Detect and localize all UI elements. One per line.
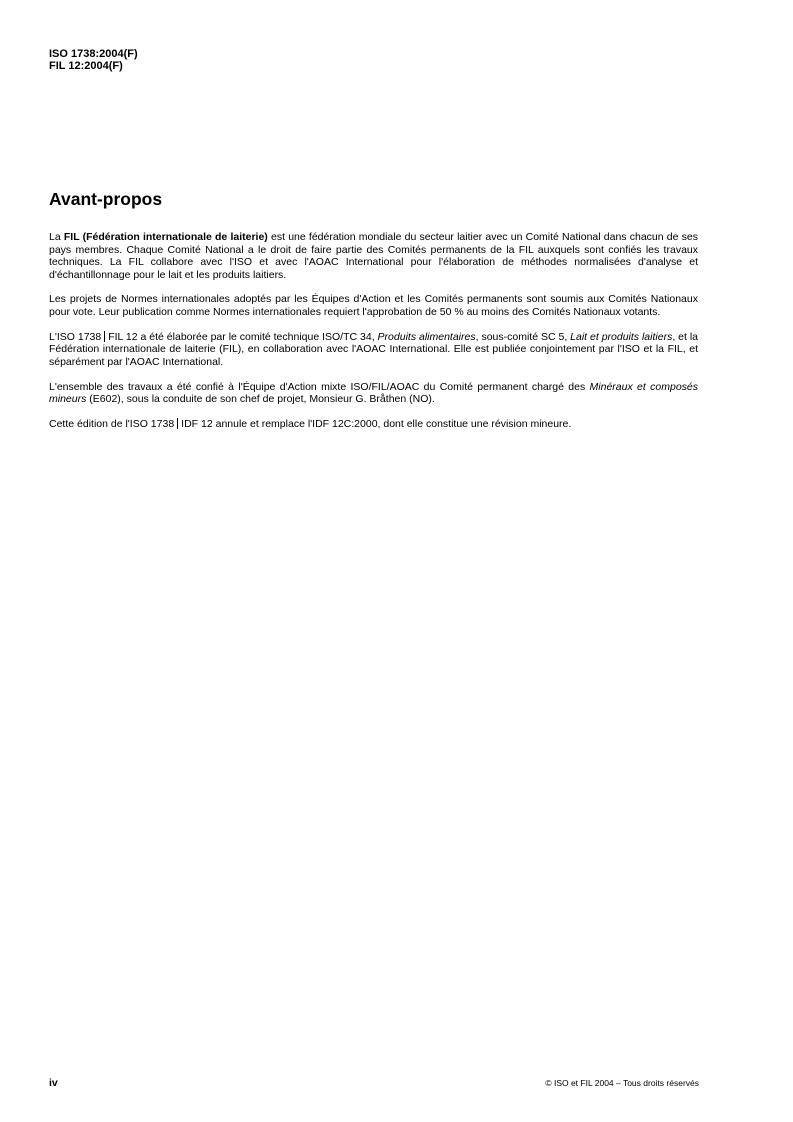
subcommittee-name-italic: Lait et produits laitiers: [570, 330, 673, 343]
paragraph-action-team-c: (E602), sous la conduite de son chef de projet, Monsieur G. Bråthen (NO).: [86, 393, 435, 406]
page-number: iv: [49, 1077, 58, 1089]
paragraph-committee: [49, 331, 698, 369]
paragraph-voting: Les projets de Normes internationales adoptés par les Équipes d'Action et les Comités permanents sont soumis aux Comités Nationaux pour vote. Leur publication comme Normes internationales requiert l'approbation de 50 % au moins des Comités Nationaux votants.: [49, 293, 698, 318]
paragraph-committee-d: , sous-comité SC 5,: [475, 330, 571, 343]
separator-bar: [104, 331, 105, 342]
foreword-body: [49, 231, 698, 443]
paragraph-committee-b: FIL 12 a été élaborée par le comité technique ISO/TC 34,: [108, 330, 378, 343]
paragraph-edition-a: Cette édition de l'ISO 1738: [49, 418, 175, 431]
header-iso-reference: ISO 1738:2004(F): [49, 48, 138, 60]
paragraph-action-team: [49, 381, 698, 406]
separator-bar: [177, 418, 178, 429]
page-title: Avant-propos: [49, 189, 163, 209]
action-team-topic-italic: Minéraux et composés mineurs: [49, 380, 698, 406]
paragraph-fil-intro-a: La: [49, 231, 64, 243]
paragraph-action-team-a: L'ensemble des travaux a été confié à l'Équipe d'Action mixte ISO/FIL/AOAC du Comité permanent chargé des: [49, 380, 590, 393]
paragraph-edition: [49, 418, 698, 431]
document-header: [49, 48, 138, 72]
paragraph-fil-intro: [49, 231, 698, 281]
paragraph-committee-f: , et la Fédération internationale de laiterie (FIL), en collaboration avec l'AOAC International. Elle est publiée conjointement par l'ISO et la FIL, et séparément par l'AOAC International.: [49, 330, 699, 368]
paragraph-edition-b: IDF 12 annule et remplace l'IDF 12C:2000, dont elle constitue une révision mineure.: [181, 418, 572, 431]
copyright-notice: © ISO et FIL 2004 – Tous droits réservés: [545, 1078, 699, 1088]
header-fil-reference: FIL 12:2004(F): [49, 60, 123, 72]
fil-name-bold: FIL (Fédération internationale de laiterie): [63, 231, 268, 243]
paragraph-committee-a: L'ISO 1738: [49, 330, 102, 343]
committee-name-italic: Produits alimentaires: [377, 330, 476, 343]
paragraph-fil-intro-c: est une fédération mondiale du secteur laitier avec un Comité National dans chacun de ses pays membres. Chaque Comité National a le droit de faire partie des Comités permanents de la FIL auxquels sont confiés les travaux techniques. La FIL collabore avec l'ISO et avec l'AOAC International pour l'élaboration de méthodes normalisées d'analyse et d'échantillonnage pour le lait et les produits laitiers.: [49, 231, 698, 281]
